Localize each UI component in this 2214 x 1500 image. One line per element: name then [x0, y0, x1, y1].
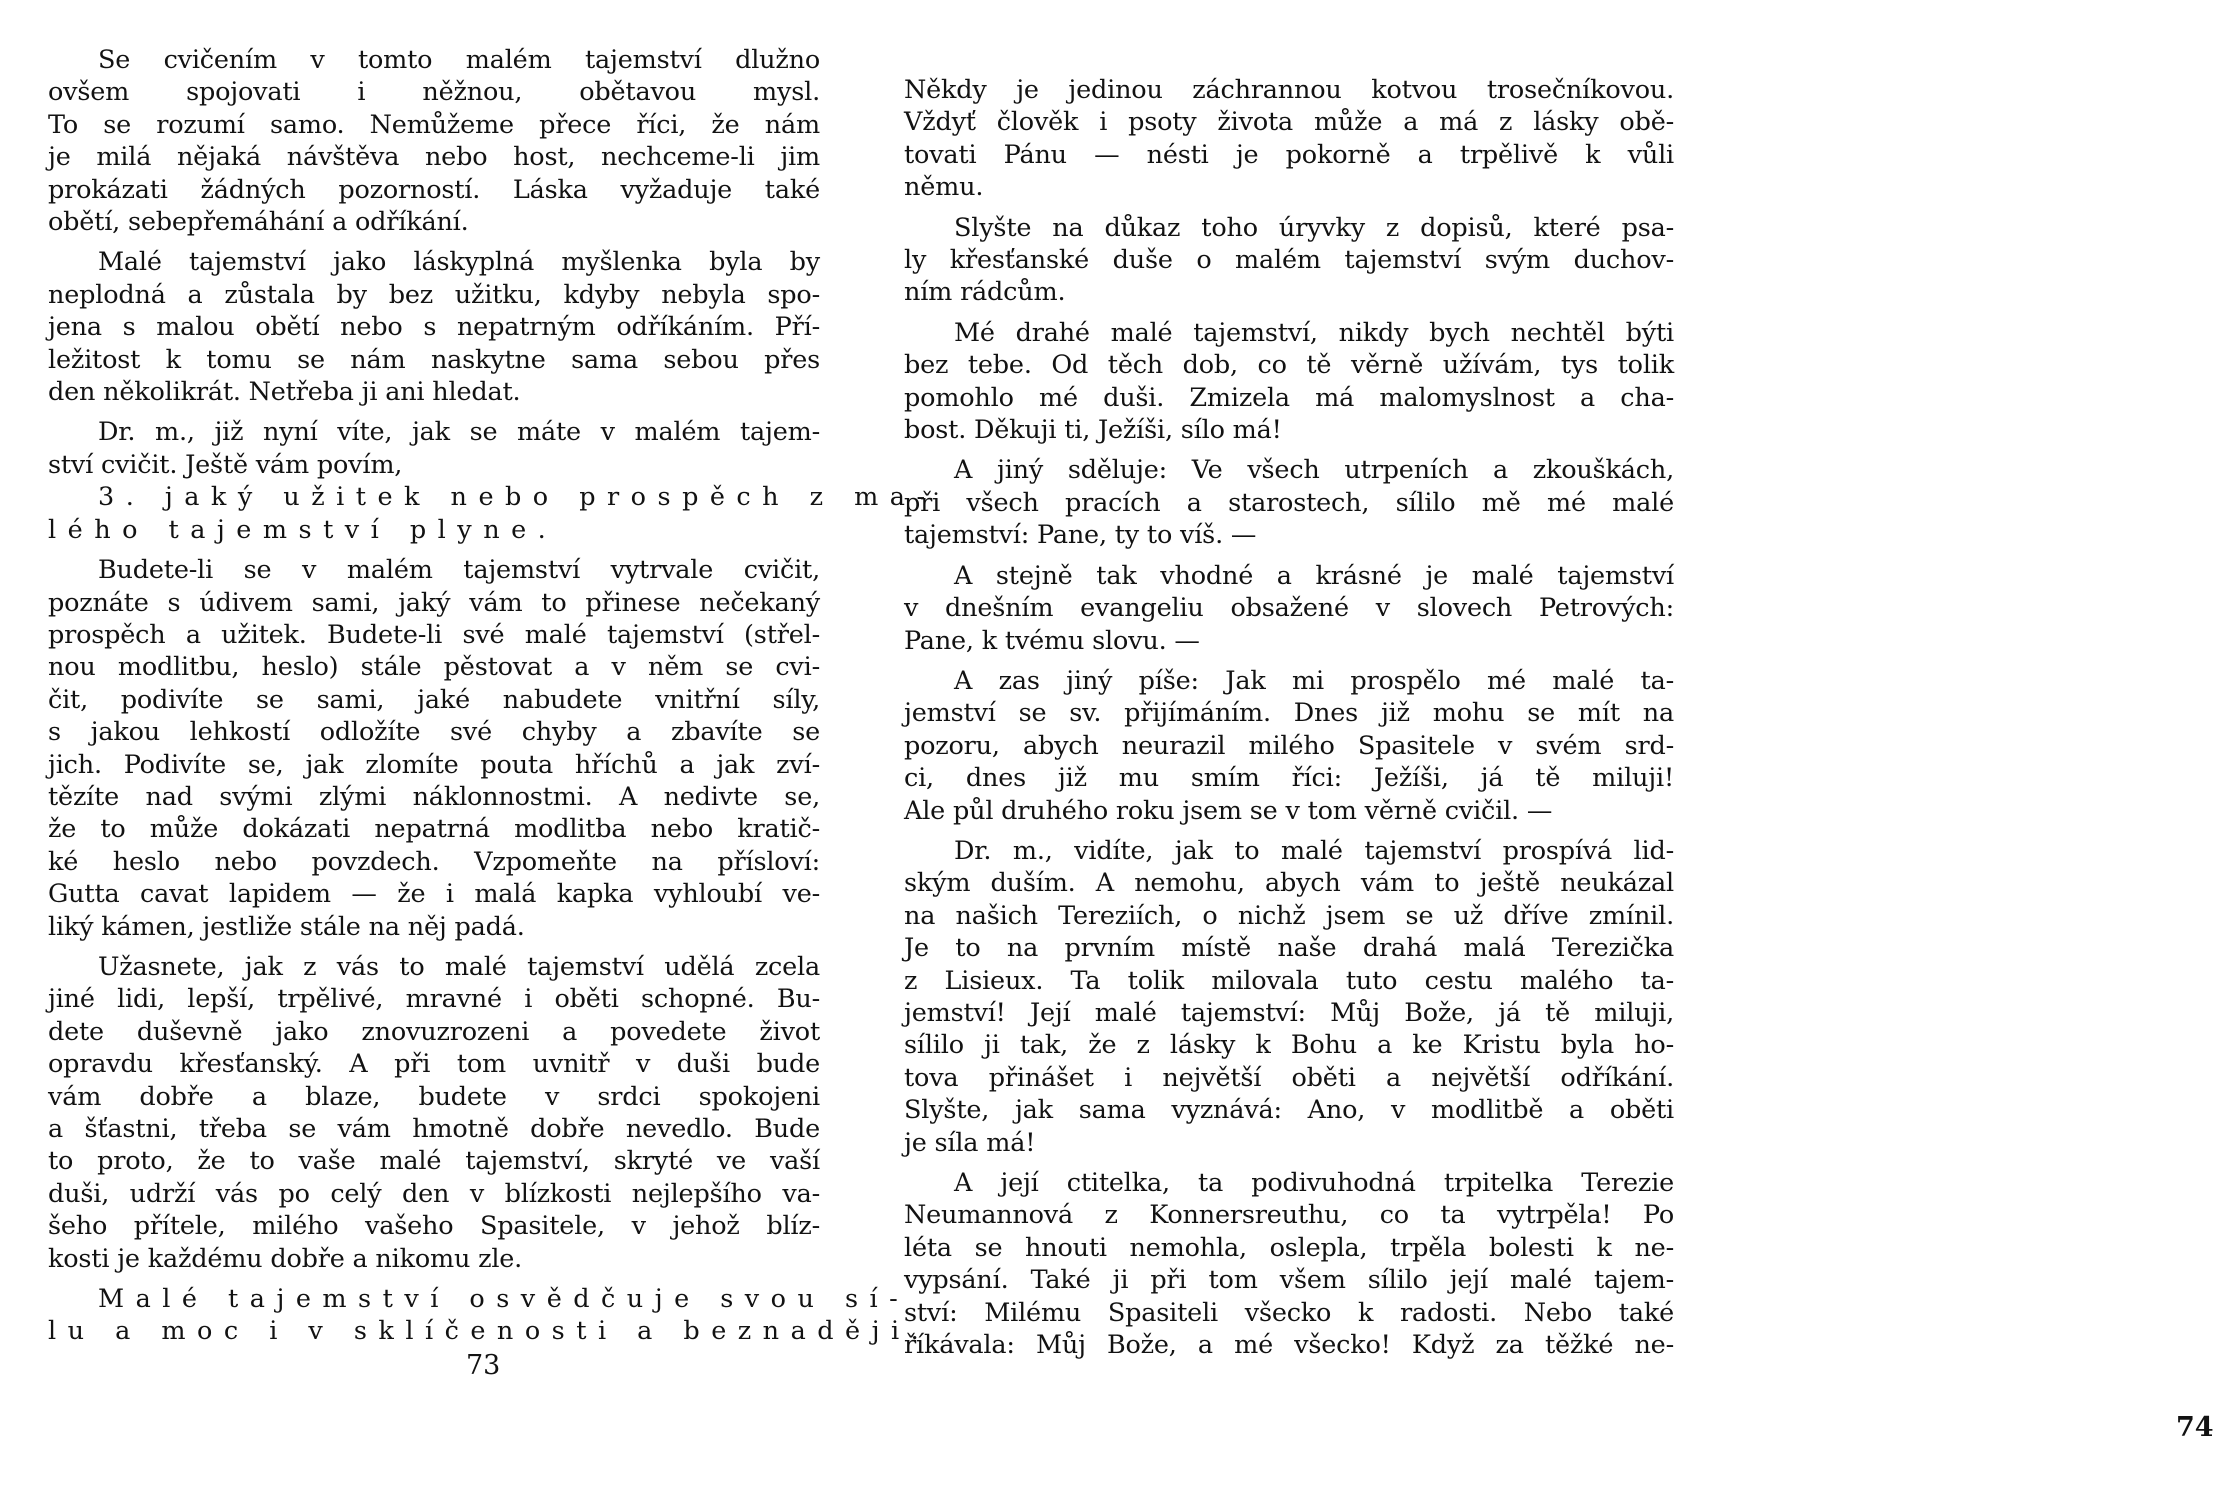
text-line: nou modlitbu, heslo) stále pěstovat a v něm se cvi- — [48, 652, 820, 683]
text-line: den několikrát. Netřeba ji ani hledat. — [48, 377, 521, 408]
text-line: sílilo ji tak, že z lásky k Bohu a ke Kristu byla ho- — [904, 1030, 1674, 1061]
text-line: Se cvičením v tomto malém tajemství dlužno — [98, 45, 820, 75]
text-line: Někdy je jedinou záchrannou kotvou trosečníkovou. — [904, 75, 1674, 105]
text-line: Je to na prvním místě naše drahá malá Terezička — [904, 933, 1674, 964]
text-line: bost. Děkuji ti, Ježíši, sílo má! — [904, 415, 1282, 446]
text-line: němu. — [904, 172, 984, 203]
text-line: Malé tajemství osvědčuje svou sí- — [98, 1284, 910, 1315]
text-line: je síla má! — [904, 1127, 1036, 1158]
text-line: je milá nějaká návštěva nebo host, nechceme-li jim — [48, 142, 820, 173]
text-line: duši, udrží vás po celý den v blízkosti nejlepšího va- — [48, 1178, 820, 1209]
text-line: Gutta cavat lapidem — že i malá kapka vyhloubí ve- — [48, 879, 820, 910]
paragraph — [904, 454, 1674, 551]
paragraph — [48, 951, 820, 1275]
section-heading — [48, 481, 937, 546]
text-line: Vždyť člověk i psoty života může a má z lásky obě- — [904, 107, 1674, 138]
paragraph — [48, 44, 820, 238]
paragraph — [904, 665, 1674, 827]
text-line: kosti je každému dobře a nikomu zle. — [48, 1243, 523, 1274]
text-line: při všech pracích a starostech, sílilo mě mé malé — [904, 487, 1674, 518]
text-line: ci, dnes již mu smím říci: Ježíši, já tě miluji! — [904, 763, 1674, 794]
text-line: prospěch a užitek. Budete-li své malé tajemství (střel- — [48, 619, 820, 650]
text-line: bez tebe. Od těch dob, co tě věrně užívám, tys tolik — [904, 350, 1674, 381]
text-line: na našich Tereziích, o nichž jsem se už dříve zmínil. — [904, 900, 1674, 931]
text-line: Dr. m., vidíte, jak to malé tajemství prospívá lid- — [954, 835, 1674, 866]
text-line: pozoru, abych neurazil milého Spasitele v svém srd- — [904, 730, 1674, 761]
right-page-text — [904, 74, 1674, 1369]
text-line: z Lisieux. Ta tolik milovala tuto cestu malého ta- — [904, 965, 1674, 996]
text-line: jemství! Její malé tajemství: Můj Bože, já tě miluji, — [904, 997, 1674, 1028]
right-page — [904, 0, 2214, 1500]
text-line: jena s malou obětí nebo s nepatrným odříkáním. Pří- — [48, 312, 820, 343]
text-line: Mé drahé malé tajemství, nikdy bych nechtěl býti — [954, 317, 1674, 348]
text-line: Pane, k tvému slovu. — — [904, 625, 1200, 656]
paragraph — [904, 317, 1674, 447]
paragraph — [904, 1167, 1674, 1361]
text-line: opravdu křesťanský. A při tom uvnitř v duši bude — [48, 1049, 820, 1080]
paragraph — [904, 74, 1674, 204]
paragraph — [48, 416, 820, 481]
text-line: A její ctitelka, ta podivuhodná trpitelka Terezie — [954, 1168, 1674, 1198]
text-line: Slyšte, jak sama vyznává: Ano, v modlitbě a oběti — [904, 1095, 1674, 1126]
text-line: A stejně tak vhodné a krásné je malé tajemství — [954, 560, 1674, 591]
paragraph — [48, 246, 820, 408]
text-line: dete duševně jako znovuzrozeni a povedete život — [48, 1016, 820, 1047]
text-line: jich. Podivíte se, jak zlomíte pouta hříchů a jak zví- — [48, 749, 820, 780]
text-line: ké heslo nebo povzdech. Vzpomeňte na přísloví: — [48, 846, 820, 877]
text-line: obětí, sebepřemáhání a odříkání. — [48, 207, 469, 238]
paragraph — [904, 560, 1674, 657]
text-line: ly křesťanské duše o malém tajemství svým duchov- — [904, 245, 1674, 276]
text-line: jemství se sv. přijímáním. Dnes již mohu se mít na — [904, 698, 1674, 729]
left-page — [48, 0, 937, 1500]
text-line: ovšem spojovati i něžnou, obětavou mysl. — [48, 77, 820, 108]
text-line: Ale půl druhého roku jsem se v tom věrně cvičil. — — [904, 795, 1553, 826]
text-line: prokázati žádných pozorností. Láska vyžaduje také — [48, 174, 820, 205]
text-line: Neumannová z Konnersreuthu, co ta vytrpěla! Po — [904, 1200, 1674, 1231]
text-line: vám dobře a blaze, budete v srdci spokojeni — [48, 1081, 820, 1112]
text-line: Užasnete, jak z vás to malé tajemství udělá zcela — [98, 951, 820, 982]
text-line: lu a moc i v sklíčenosti a beznaději. — [48, 1316, 931, 1347]
text-line: tova přinášet i největší oběti a největší odříkání. — [904, 1062, 1674, 1093]
text-line: tajemství: Pane, ty to víš. — — [904, 520, 1257, 551]
text-line: lého tajemství plyne. — [48, 514, 558, 545]
text-line: pomohlo mé duši. Zmizela má malomyslnost a cha- — [904, 382, 1674, 413]
page-number: 73 — [466, 1350, 501, 1381]
text-line: ským duším. A nemohu, abych vám to ještě neukázal — [904, 868, 1674, 899]
text-line: s jakou lehkostí odložíte své chyby a zbavíte se — [48, 717, 820, 748]
text-line: liký kámen, jestliže stále na něj padá. — [48, 911, 525, 942]
text-line: říkávala: Můj Bože, a mé všecko! Když za těžké ne- — [904, 1330, 1674, 1361]
paragraph — [48, 1283, 931, 1348]
text-line: ství cvičit. Ještě vám povím, — [48, 449, 403, 480]
paragraph — [904, 835, 1674, 1159]
text-line: 3. jaký užitek nebo prospěch z ma- — [98, 482, 937, 513]
text-line: neplodná a zůstala by bez užitku, kdyby nebyla spo- — [48, 279, 820, 310]
text-line: jiné lidi, lepší, trpělivé, mravné i oběti schopné. Bu- — [48, 984, 820, 1015]
text-line: Dr. m., již nyní víte, jak se máte v malém tajem- — [98, 417, 820, 448]
text-line: léta se hnouti nemohla, oslepla, trpěla bolesti k ne- — [904, 1232, 1674, 1263]
text-line: poznáte s údivem sami, jaký vám to přinese nečekaný — [48, 587, 820, 618]
paragraph — [904, 212, 1674, 309]
text-line: ležitost k tomu se nám naskytne sama sebou přes — [48, 344, 820, 375]
text-line: A zas jiný píše: Jak mi prospělo mé malé ta- — [954, 665, 1674, 696]
text-line: tovati Pánu — nésti je pokorně a trpělivě k vůli — [904, 139, 1674, 170]
text-line: ním rádcům. — [904, 277, 1066, 308]
text-line: že to může dokázati nepatrná modlitba nebo kratič- — [48, 814, 820, 845]
text-line: Budete-li se v malém tajemství vytrvale cvičit, — [98, 555, 820, 586]
text-line: Slyšte na důkaz toho úryvky z dopisů, které psa- — [954, 212, 1674, 243]
text-line: tězíte nad svými zlými náklonnostmi. A nedivte se, — [48, 781, 820, 812]
text-line: ství: Milému Spasiteli všecko k radosti. Nebo také — [904, 1297, 1674, 1328]
page-number: 74 — [2176, 1412, 2214, 1443]
text-line: a šťastni, třeba se vám hmotně dobře nevedlo. Bude — [48, 1114, 820, 1144]
text-line: to proto, že to vaše malé tajemství, skryté ve vaší — [48, 1146, 820, 1177]
text-line: Malé tajemství jako láskyplná myšlenka byla by — [98, 247, 820, 278]
text-line: A jiný sděluje: Ve všech utrpeních a zkouškách, — [954, 455, 1674, 486]
text-line: To se rozumí samo. Nemůžeme přece říci, že nám — [48, 109, 820, 140]
left-page-text — [48, 44, 937, 1356]
text-line: šeho přítele, milého vašeho Spasitele, v jehož blíz- — [48, 1211, 820, 1242]
paragraph — [48, 554, 820, 943]
text-line: čit, podivíte se sami, jaké nabudete vnitřní síly, — [48, 684, 820, 715]
text-line: vypsání. Také ji při tom všem sílilo její malé tajem- — [904, 1265, 1674, 1296]
text-line: v dnešním evangeliu obsažené v slovech Petrových: — [904, 593, 1674, 624]
